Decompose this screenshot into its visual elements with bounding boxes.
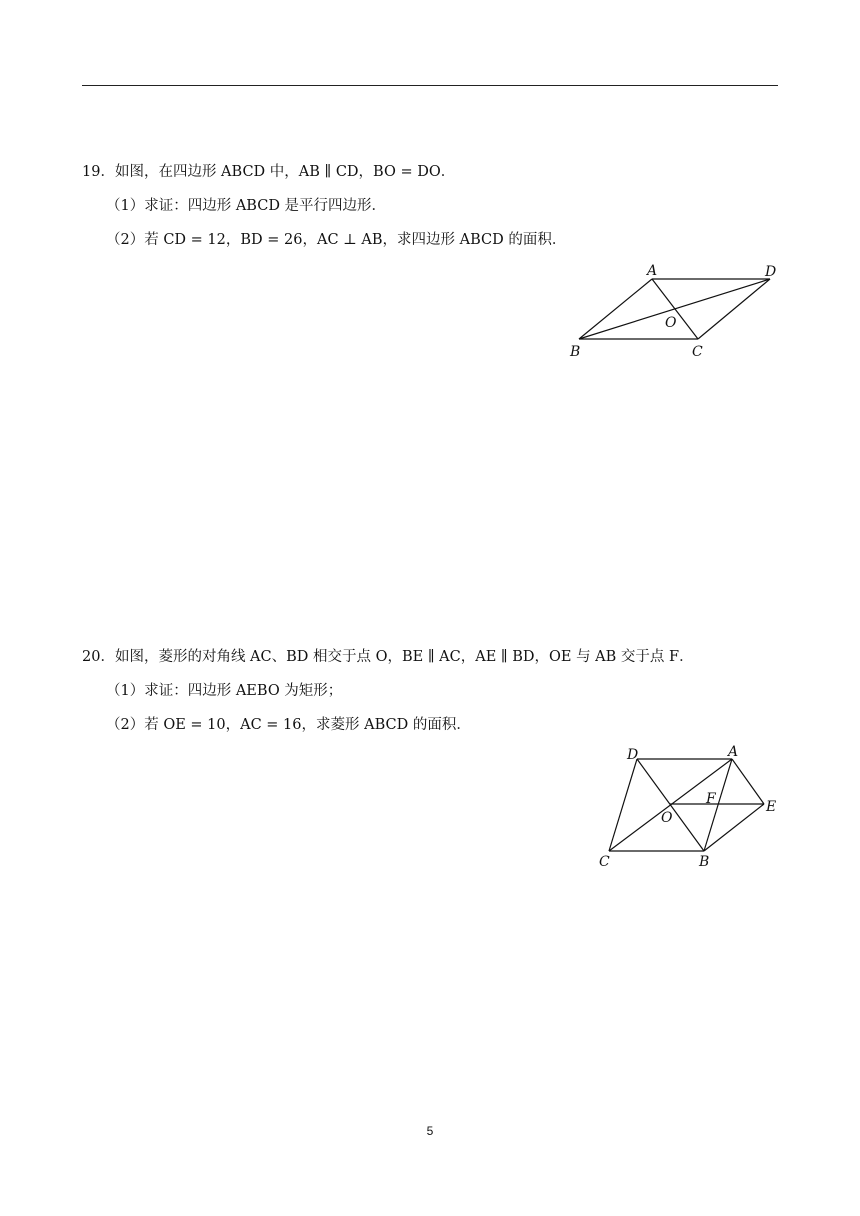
label-A: A <box>728 744 739 760</box>
question-19-stem: 19．如图，在四边形 ABCD 中，AB ∥ CD，BO = DO． <box>82 164 456 180</box>
segment-BA <box>579 279 652 339</box>
label-O: O <box>661 810 673 826</box>
label-F: F <box>706 791 716 807</box>
question-19-part-2: （2）若 CD = 12，BD = 26，AC ⊥ AB，求四边形 ABCD 的面积． <box>106 232 567 248</box>
label-E: E <box>766 799 777 815</box>
question-20-stem: 20．如图，菱形的对角线 AC、BD 相交于点 O，BE ∥ AC，AE ∥ BD，OE 与 AB 交于点 F． <box>82 649 694 665</box>
segment-AE <box>732 759 764 804</box>
question-20-part-2: （2）若 OE = 10，AC = 16，求菱形 ABCD 的面积． <box>106 717 471 733</box>
segment-DB <box>637 759 704 851</box>
segment-DC <box>609 759 637 851</box>
label-B: B <box>570 344 581 360</box>
page-number: 5 <box>426 1124 434 1138</box>
label-C: C <box>692 344 703 360</box>
label-C: C <box>599 854 610 870</box>
label-D: D <box>765 264 777 280</box>
question-20-figure <box>595 740 795 875</box>
question-19-part-1: （1）求证：四边形 ABCD 是平行四边形． <box>106 198 387 214</box>
question-19-figure <box>565 260 785 360</box>
label-B: B <box>699 854 710 870</box>
segment-DC <box>698 279 770 339</box>
segment-BE <box>704 804 764 851</box>
question-20-part-1: （1）求证：四边形 AEBO 为矩形； <box>106 683 343 699</box>
label-D: D <box>627 747 639 763</box>
label-O: O <box>665 315 677 331</box>
header-rule <box>82 85 778 86</box>
label-A: A <box>647 263 658 279</box>
